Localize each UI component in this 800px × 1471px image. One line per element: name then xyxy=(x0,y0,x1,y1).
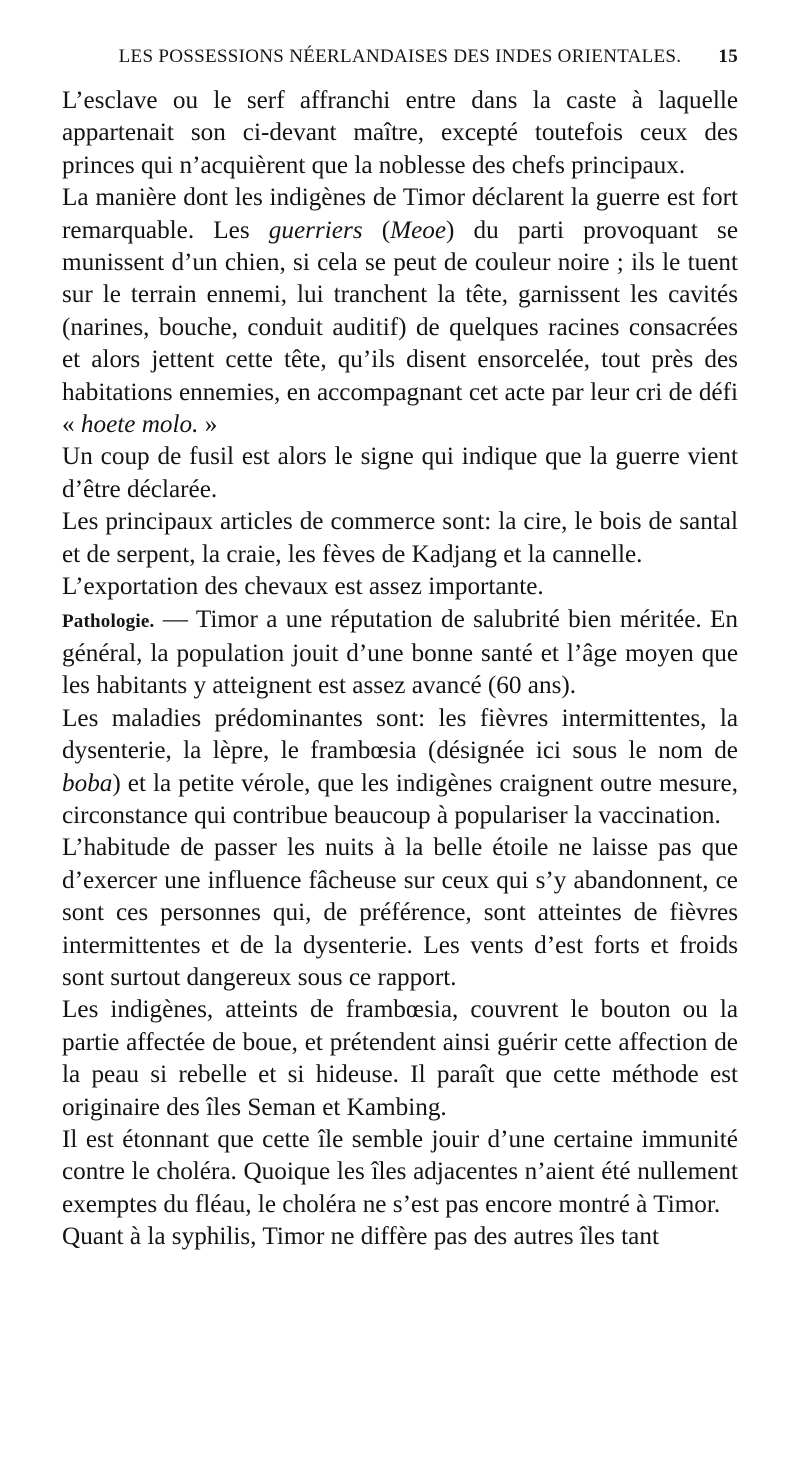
paragraph-text: Les maladies prédominantes sont: les fièvres intermittentes, la dysenterie, la lèpre, le frambœsia (désignée ici sous le nom de xyxy=(62,704,738,765)
running-title: LES POSSESSIONS NÉERLANDAISES DES INDES ORIENTALES. xyxy=(118,46,682,67)
paragraph-text: » xyxy=(198,411,218,439)
running-head xyxy=(62,46,738,68)
paragraph xyxy=(62,604,738,703)
paragraph xyxy=(62,506,738,571)
paragraph-text: Quant à la syphilis, Timor ne diffère pas des autres îles tant xyxy=(62,1223,659,1251)
paragraph-text: ( xyxy=(362,216,391,244)
paragraph xyxy=(62,441,738,506)
section-lead-heading: Pathologie. xyxy=(62,610,155,632)
paragraph xyxy=(62,571,738,603)
paragraph-text: Il est étonnant que cette île semble jouir d’une certaine immunité contre le choléra. Quoique les îles adjacentes n’aient été nullement exemptes du fléau, le choléra ne s’est pas encore montré à Timor. xyxy=(62,1126,738,1218)
paragraph xyxy=(62,994,738,1124)
italic-term: boba xyxy=(62,769,113,797)
paragraph xyxy=(62,832,738,994)
paragraph xyxy=(62,1124,738,1221)
paragraph-text: ) et la petite vérole, que les indigènes craignent outre mesure, circonstance qui contribue beaucoup à populariser la vaccination. xyxy=(62,769,738,829)
paragraph-text: Les principaux articles de commerce sont: la cire, le bois de santal et de serpent, la craie, les fèves de Kadjang et la cannelle. xyxy=(62,508,738,568)
paragraph xyxy=(62,1221,738,1253)
page-number: 15 xyxy=(718,46,738,67)
paragraph-text: ) du parti provoquant se munissent d’un chien, si cela se peut de couleur noire ; ils le tuent sur le terrain ennemi, lui tranchent la tête, garnissent les cavités (narines, bouche, conduit auditif) de quelques racines consacrées et alors jettent cette tête, qu’ils disent ensorcelée, tout près des habitations ennemies, en accompagnant cet acte par leur cri de défi « xyxy=(62,216,739,439)
paragraph xyxy=(62,703,738,833)
italic-term: Meoe xyxy=(390,216,447,244)
paragraph-text: — Timor a une réputation de salubrité bien méritée. En général, la population jouit d’une bonne santé et l’âge moyen que les habitants y atteignent est assez avancé (60 ans). xyxy=(62,605,738,700)
paragraph xyxy=(62,182,738,441)
paragraph-text: L’esclave ou le serf affranchi entre dans la caste à laquelle appartenait son ci-devant maître, excepté toutefois ceux des princes qui n’acquièrent que la noblesse des chefs principaux. xyxy=(62,87,738,179)
paragraph-text: Les indigènes, atteints de frambœsia, couvrent le bouton ou la partie affectée de boue, et prétendent ainsi guérir cette affection de la peau si rebelle et si hideuse. Il paraît que cette méthode est originaire des îles Seman et Kambing. xyxy=(62,996,738,1121)
paragraph-text: La manière dont les indigènes de Timor déclarent la guerre est fort remarquable. Les xyxy=(62,184,738,244)
paragraph-text: L’exportation des chevaux est assez importante. xyxy=(62,573,544,601)
page-body xyxy=(62,85,738,1254)
paragraph-text: L’habitude de passer les nuits à la belle étoile ne laisse pas que d’exercer une influence fâcheuse sur ceux qui s’y abandonnent, ce sont ces personnes qui, de préférence, sont atteintes de fièvres intermittentes et de la dysenterie. Les vents d’est forts et froids sont surtout dangereux sous ce rapport. xyxy=(62,834,738,991)
paragraph xyxy=(62,85,738,182)
italic-term: guerriers xyxy=(268,216,363,244)
italic-term: hoete molo. xyxy=(80,411,199,439)
paragraph-text: Un coup de fusil est alors le signe qui indique que la guerre vient d’être déclarée. xyxy=(62,443,738,503)
